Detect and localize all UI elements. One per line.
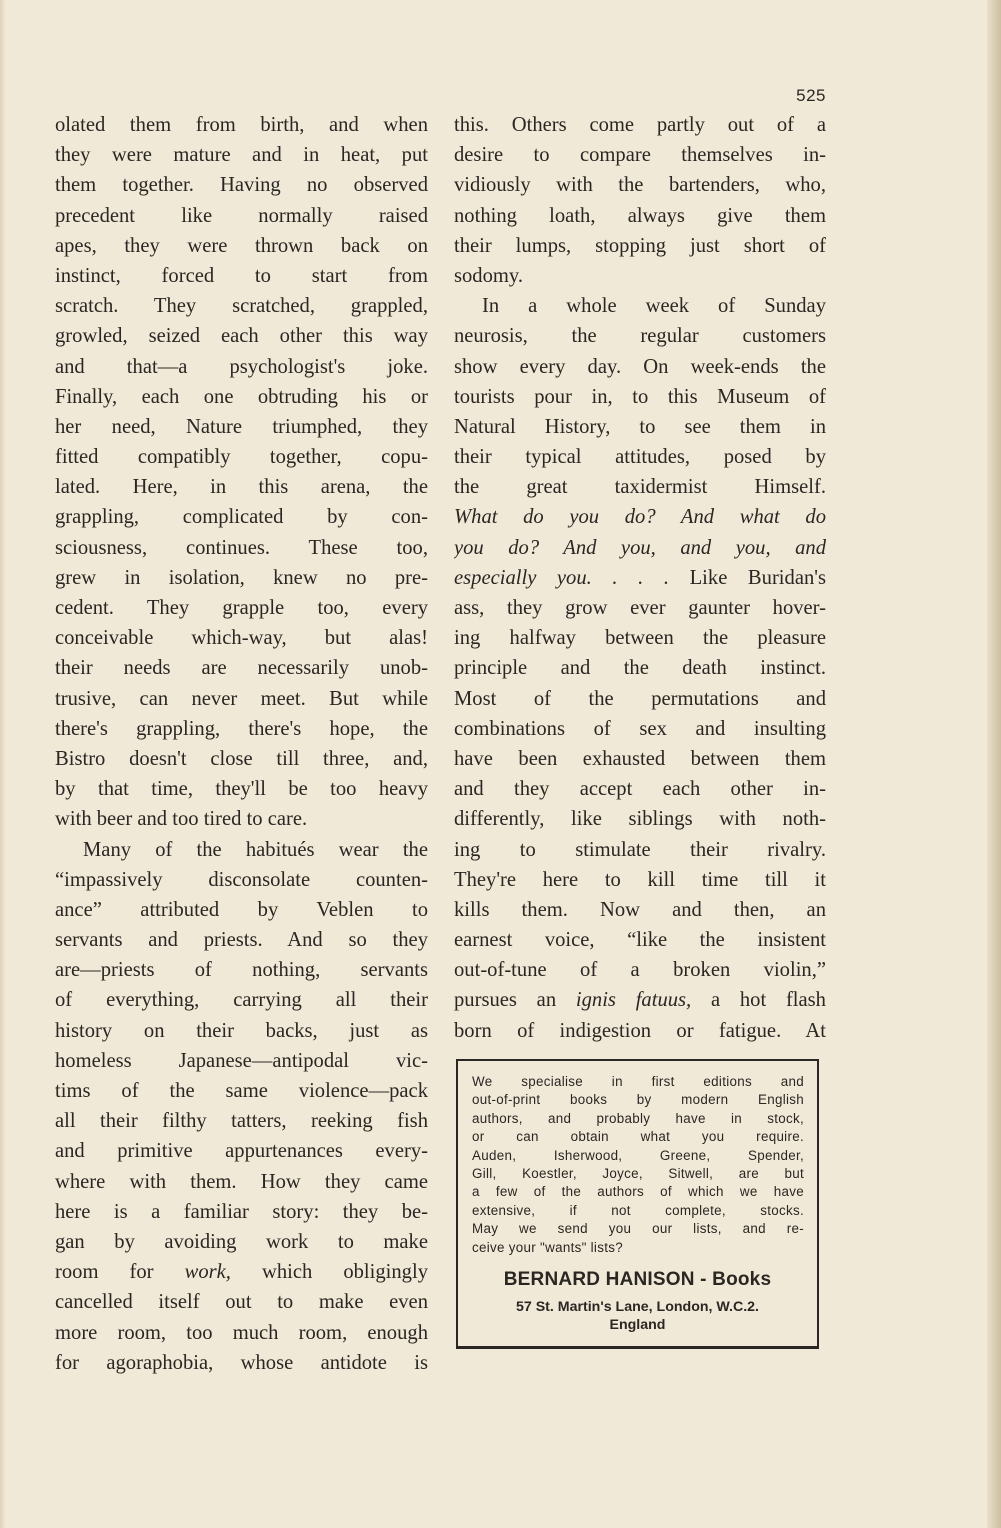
text-line: the great taxidermist Himself. [454, 476, 826, 499]
text-line: differently, like siblings with noth- [454, 808, 826, 831]
text-line: Bistro doesn't close till three, and, [55, 747, 428, 770]
text-line: they were mature and in heat, put [55, 144, 428, 167]
left-text-column [55, 110, 428, 1378]
text-line: show every day. On week-ends the [454, 355, 826, 378]
text-line: growled, seized each other this way [55, 325, 428, 348]
text-line: olated them from birth, and when [55, 114, 428, 136]
text-line: out-of-tune of a broken violin,” [454, 959, 826, 982]
text-line: and primitive appurtenances every- [55, 1140, 428, 1163]
ad-line: May we send you our lists, and re- [472, 1221, 804, 1237]
ad-line: authors, and probably have in stock, [472, 1110, 804, 1126]
page-left-shadow [0, 0, 6, 1528]
bookseller-advertisement [456, 1059, 819, 1349]
text-line: her need, Nature triumphed, they [55, 415, 428, 438]
text-line: homeless Japanese—antipodal vic- [55, 1049, 428, 1072]
text-line: cancelled itself out to make even [55, 1291, 428, 1314]
text-line: with beer and too tired to care. [55, 808, 308, 831]
text-line: this. Others come partly out of a [454, 114, 826, 136]
text-line: kills them. Now and then, an [454, 898, 826, 921]
text-line: grew in isolation, knew no pre- [55, 566, 428, 589]
text-line: conceivable which-way, but alas! [55, 627, 428, 650]
text-line: vidiously with the bartenders, who, [454, 174, 826, 197]
page-right-edge [987, 0, 1001, 1528]
text-line: grappling, complicated by con- [55, 506, 428, 529]
text-line: scratch. They scratched, grappled, [55, 295, 428, 318]
text-line: In a whole week of Sunday [482, 295, 826, 318]
text-line: cedent. They grapple too, every [55, 597, 428, 619]
text-line: history on their backs, just as [55, 1019, 428, 1042]
italic-word: work, [184, 1261, 231, 1284]
text-line: ass, they grow ever gaunter hover- [454, 597, 826, 619]
text-line: by that time, they'll be too heavy [55, 778, 428, 801]
text-line-mixed [55, 1257, 428, 1287]
ad-body [472, 1073, 804, 1257]
page-number: 525 [796, 86, 826, 105]
text-line: They're here to kill time till it [454, 868, 826, 891]
italic-phrase: ignis fatuus, [575, 989, 692, 1012]
text-line-mixed [454, 563, 826, 593]
text-line: tims of the same violence—pack [55, 1080, 428, 1102]
ad-line: We specialise in first editions and [472, 1074, 804, 1089]
ad-address-line: 57 St. Martin's Lane, London, W.C.2. [515, 1299, 759, 1315]
text-line: servants and priests. And so they [55, 929, 428, 952]
text-line: combinations of sex and insulting [454, 717, 826, 740]
text-line: their lumps, stopping just short of [454, 234, 826, 257]
text-line: principle and the death instinct. [454, 657, 826, 680]
ad-address [458, 1298, 817, 1334]
italic-segment: especially you. . . . [454, 566, 669, 589]
ad-line: extensive, if not complete, stocks. [472, 1202, 804, 1218]
text-line: ance” attributed by Veblen to [55, 898, 428, 921]
right-text-column [454, 110, 826, 1046]
ad-line: Auden, Isherwood, Greene, Spender, [472, 1147, 804, 1163]
text-line: nothing loath, always give them [454, 204, 826, 227]
text-line: born of indigestion or fatigue. At [454, 1019, 826, 1042]
text-segment: room for [55, 1261, 154, 1284]
text-line: for agoraphobia, whose antidote is [55, 1351, 428, 1374]
text-segment: which obligingly [261, 1261, 428, 1284]
text-line: and they accept each other in- [454, 778, 826, 801]
text-segment: pursues an [454, 989, 557, 1012]
text-line: all their filthy tatters, reeking fish [55, 1110, 428, 1133]
text-line: their typical attitudes, posed by [454, 446, 826, 469]
text-line: sciousness, continues. These too, [55, 536, 428, 559]
text-line: here is a familiar story: they be- [55, 1200, 428, 1223]
text-line: there's grappling, there's hope, the [55, 717, 428, 740]
text-line: trusive, can never meet. But while [55, 687, 428, 710]
ad-line: Gill, Koestler, Joyce, Sitwell, are but [472, 1165, 804, 1181]
text-line: their needs are necessarily unob- [55, 657, 428, 680]
text-line: desire to compare themselves in- [454, 144, 826, 167]
text-line: Most of the permutations and [454, 687, 826, 710]
ad-line: or can obtain what you require. [472, 1129, 804, 1145]
text-line: and that—a psychologist's joke. [55, 355, 428, 378]
ad-line: out-of-print books by modern English [472, 1092, 804, 1108]
text-line: Natural History, to see them in [454, 415, 826, 438]
italic-text-line: you do? And you, and you, and [454, 536, 826, 559]
text-line: have been exhausted between them [454, 747, 826, 770]
text-line: fitted compatibly together, copu- [55, 446, 428, 469]
text-segment: Like Buridan's [689, 566, 826, 589]
text-segment: a hot flash [710, 989, 826, 1012]
text-line: sodomy. [454, 264, 524, 287]
text-line: them together. Having no observed [55, 174, 428, 197]
text-line: more room, too much room, enough [55, 1321, 428, 1344]
ad-line: ceive your "wants" lists? [472, 1239, 623, 1255]
text-line: precedent like normally raised [55, 204, 428, 227]
text-line: instinct, forced to start from [55, 264, 428, 287]
text-line: are—priests of nothing, servants [55, 959, 428, 982]
text-line: Finally, each one obtruding his or [55, 385, 428, 408]
text-line: neurosis, the regular customers [454, 325, 826, 348]
text-line-mixed [454, 985, 826, 1015]
ad-business-name: BERNARD HANISON - Books [503, 1269, 772, 1290]
italic-text-line: What do you do? And what do [454, 506, 826, 529]
text-line: ing halfway between the pleasure [454, 627, 826, 650]
text-line: tourists pour in, to this Museum of [454, 385, 826, 408]
text-line: ing to stimulate their rivalry. [454, 838, 826, 861]
text-line: earnest voice, “like the insistent [454, 929, 826, 952]
text-line: where with them. How they came [55, 1170, 428, 1193]
ad-line: a few of the authors of which we have [472, 1184, 804, 1200]
text-line: of everything, carrying all their [55, 989, 428, 1012]
text-line: “impassively disconsolate counten- [55, 868, 428, 891]
text-line: apes, they were thrown back on [55, 234, 428, 257]
text-line: lated. Here, in this arena, the [55, 476, 428, 499]
text-line: Many of the habitués wear the [83, 838, 428, 861]
text-line: gan by avoiding work to make [55, 1230, 428, 1253]
ad-address-country: England [609, 1317, 666, 1333]
